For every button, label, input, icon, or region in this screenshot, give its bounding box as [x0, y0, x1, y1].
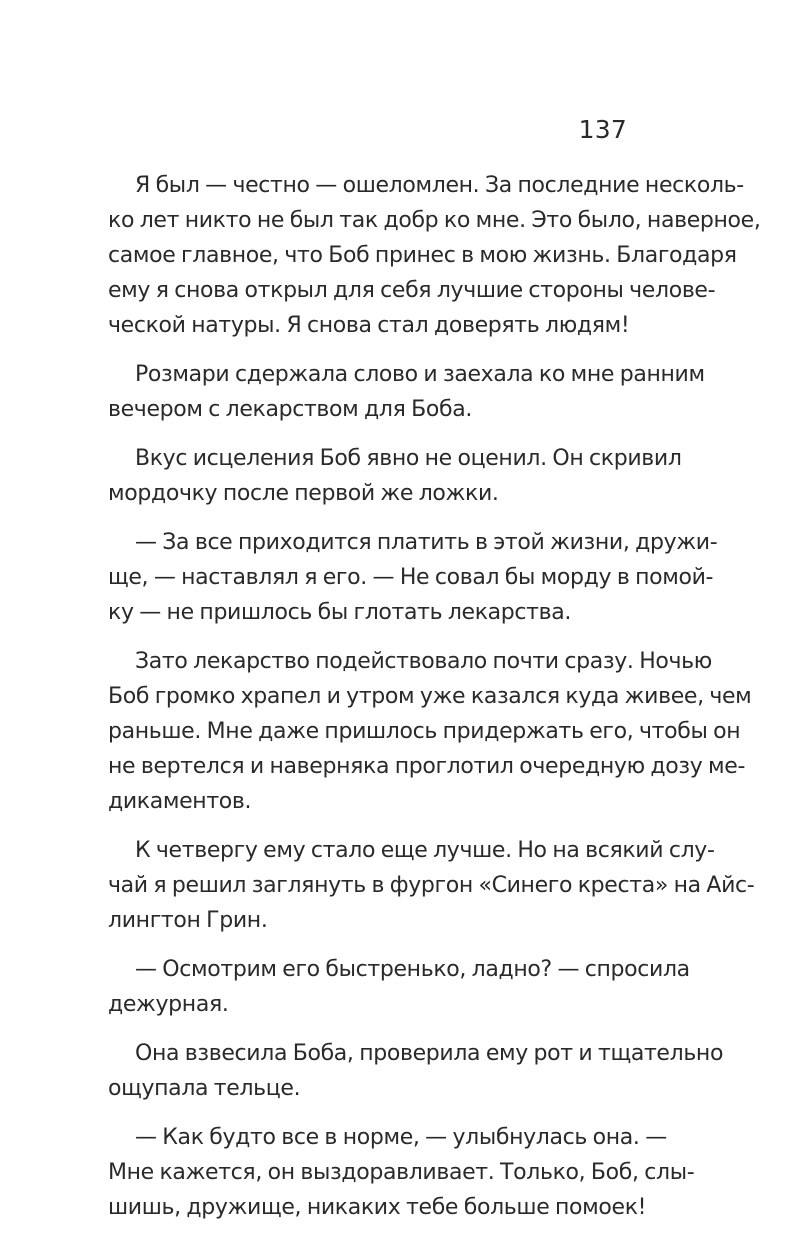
text-line: Зато лекарство подействовало почти сразу. Ночью [135, 649, 712, 674]
text-line: — Осмотрим его быстренько, ладно? — спросила [135, 957, 690, 982]
text-line: Она взвесила Боба, проверила ему рот и тщательно [135, 1041, 724, 1066]
text-line: чай я решил заглянуть в фургон «Синего креста» на Айс- [108, 873, 755, 898]
text-line: вечером с лекарством для Боба. [108, 397, 472, 422]
text-line: ему я снова открыл для себя лучшие стороны челове- [108, 278, 716, 303]
text-line: — Как будто все в норме, — улыбнулась она. — [135, 1125, 667, 1150]
text-line: К четвергу ему стало еще лучше. Но на всякий слу- [135, 838, 715, 863]
paragraph-2 [108, 357, 705, 427]
text-line: Мне кажется, он выздоравливает. Только, Боб, слы- [108, 1160, 695, 1185]
text-line: ко лет никто не был так добр ко мне. Это было, наверное, [108, 208, 761, 233]
paragraph-5 [108, 644, 752, 819]
text-line: лингтон Грин. [108, 908, 268, 933]
paragraph-8 [108, 1036, 724, 1106]
text-line: не вертелся и наверняка проглотил очередную дозу ме- [108, 754, 746, 779]
text-line: — За все приходится платить в этой жизни, дружи- [135, 530, 718, 555]
text-line: ческой натуры. Я снова стал доверять людям! [108, 313, 630, 338]
text-line: раньше. Мне даже пришлось придержать его, чтобы он [108, 719, 741, 744]
text-line: ощупала тельце. [108, 1076, 301, 1101]
paragraph-9 [108, 1120, 695, 1225]
text-line: самое главное, что Боб принес в мою жизнь. Благодаря [108, 243, 737, 268]
paragraph-6 [108, 833, 755, 938]
text-line: ще, — наставлял я его. — Не совал бы морду в помой- [108, 565, 714, 590]
text-line: дежурная. [108, 992, 229, 1017]
text-line: Я был — честно — ошеломлен. За последние несколь- [135, 173, 744, 198]
paragraph-1 [108, 168, 761, 343]
text-line: Вкус исцеления Боб явно не оценил. Он скривил [135, 446, 682, 471]
text-line: мордочку после первой же ложки. [108, 481, 499, 506]
text-line: Боб громко храпел и утром уже казался куда живее, чем [108, 684, 752, 709]
paragraph-4 [108, 525, 718, 630]
body-text [108, 168, 761, 1239]
text-line: ку — не пришлось бы глотать лекарства. [108, 600, 572, 625]
paragraph-7 [108, 952, 690, 1022]
page-number: 137 [578, 115, 627, 144]
text-line: Розмари сдержала слово и заехала ко мне ранним [135, 362, 705, 387]
text-line: шишь, дружище, никаких тебе больше помоек! [108, 1195, 647, 1220]
paragraph-3 [108, 441, 682, 511]
text-line: дикаментов. [108, 789, 252, 814]
